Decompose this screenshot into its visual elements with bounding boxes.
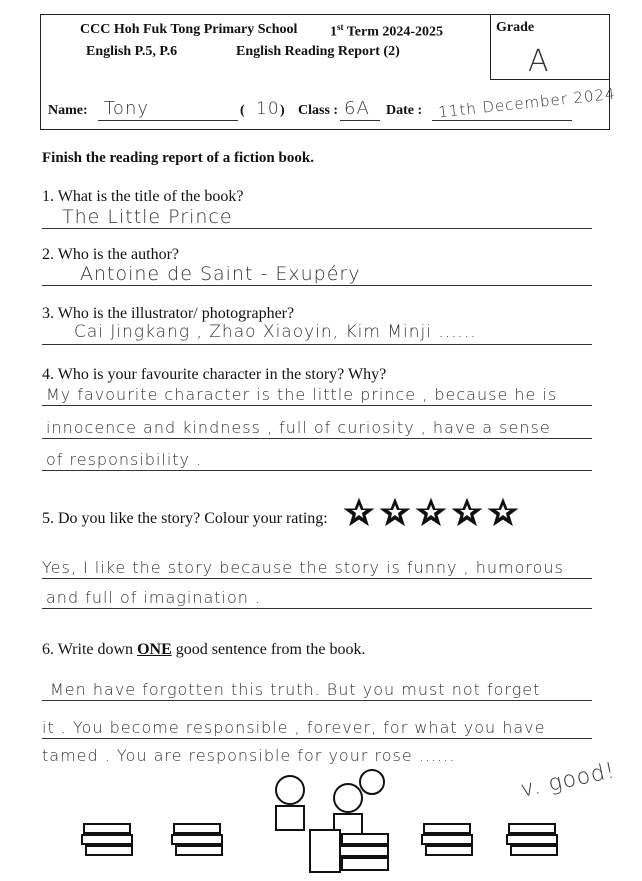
question-6 (42, 641, 365, 659)
answer-1-line-1: The Little Prince (62, 206, 233, 228)
name-value: Tony (104, 98, 150, 119)
answer-line (42, 228, 592, 229)
report-title: English Reading Report (2) (236, 44, 400, 59)
answer-line (42, 405, 592, 406)
grade-value: A (528, 44, 550, 79)
answer-4-line-2: innocence and kindness , full of curiosity , have a sense (46, 418, 551, 437)
answer-6-line-1: Men have forgotten this truth. But you must not forget (50, 680, 541, 699)
book-stack-icon (170, 820, 226, 865)
answer-line (42, 578, 592, 579)
number-open: ( (240, 103, 245, 118)
question-text: What is the title of the book? (57, 188, 244, 205)
answer-2-line-1: Antoine de Saint - Exupéry (80, 263, 361, 285)
question-text: Write down (57, 641, 134, 658)
instruction: Finish the reading report of a fiction book. (42, 150, 314, 166)
question-number: 3. (42, 305, 54, 322)
answer-line (42, 438, 592, 439)
question-number: 1. (42, 188, 54, 205)
star-icon (489, 499, 517, 525)
question-text: good sentence from the book. (175, 641, 366, 658)
class-line (340, 120, 380, 121)
class-label: Class : (298, 103, 339, 118)
name-label: Name: (48, 103, 88, 118)
question-5 (42, 510, 328, 528)
book-stack-icon (80, 820, 136, 865)
number-value: 10 (256, 99, 280, 119)
answer-line (42, 608, 592, 609)
question-text: Who is the author? (57, 246, 180, 263)
name-line (98, 120, 238, 121)
question-emphasis: ONE (137, 641, 172, 658)
answer-5-line-1: Yes, I like the story because the story is funny , humorous (42, 558, 564, 577)
book-stack-icon (505, 820, 561, 865)
question-text: Who is the illustrator/ photographer? (57, 305, 295, 322)
question-number: 6. (42, 641, 54, 658)
star-icon (345, 499, 373, 525)
school-name: CCC Hoh Fuk Tong Primary School (80, 22, 298, 37)
star-icon (381, 499, 409, 525)
answer-6-line-3: tamed . You are responsible for your rose ...... (42, 746, 456, 765)
teacher-comment: v. good! (518, 758, 618, 803)
question-number: 5. (42, 510, 54, 527)
answer-4-line-3: of responsibility . (46, 450, 203, 469)
star-icon (417, 499, 445, 525)
class-value: 6A (344, 98, 370, 119)
date-label: Date : (386, 103, 423, 118)
term-sup: st (337, 22, 344, 32)
date-line (432, 120, 572, 121)
question-2 (42, 246, 179, 264)
question-number: 4. (42, 366, 54, 383)
answer-4-line-1: My favourite character is the little prince , because he is (46, 385, 558, 404)
answer-5-line-2: and full of imagination . (46, 588, 262, 607)
term-ordinal: 1 (330, 24, 337, 40)
date-value: 11th December 2024 (437, 84, 617, 122)
book-stack-icon (420, 820, 476, 865)
question-4 (42, 366, 386, 384)
answer-6-line-2: it . You become responsible , forever, for what you have (42, 718, 546, 737)
term (330, 22, 443, 41)
star-rating[interactable] (344, 496, 524, 535)
answer-line (42, 738, 592, 739)
answer-3-line-1: Cai Jingkang , Zhao Xiaoyin, Kim Minji ...... (74, 322, 477, 342)
question-1 (42, 188, 243, 206)
grade-label: Grade (496, 20, 535, 35)
answer-line (42, 285, 592, 286)
star-icon (453, 499, 481, 525)
answer-line (42, 470, 592, 471)
question-3 (42, 305, 294, 323)
question-number: 2. (42, 246, 54, 263)
question-text: Who is your favourite character in the story? Why? (57, 366, 387, 383)
answer-line (42, 700, 592, 701)
answer-line (42, 344, 592, 345)
kids-reading-illustration (262, 768, 396, 881)
subject: English P.5, P.6 (86, 44, 178, 59)
question-text: Do you like the story? Colour your rating: (58, 510, 328, 527)
number-close: ) (280, 103, 285, 118)
term-rest: Term 2024-2025 (346, 24, 444, 40)
